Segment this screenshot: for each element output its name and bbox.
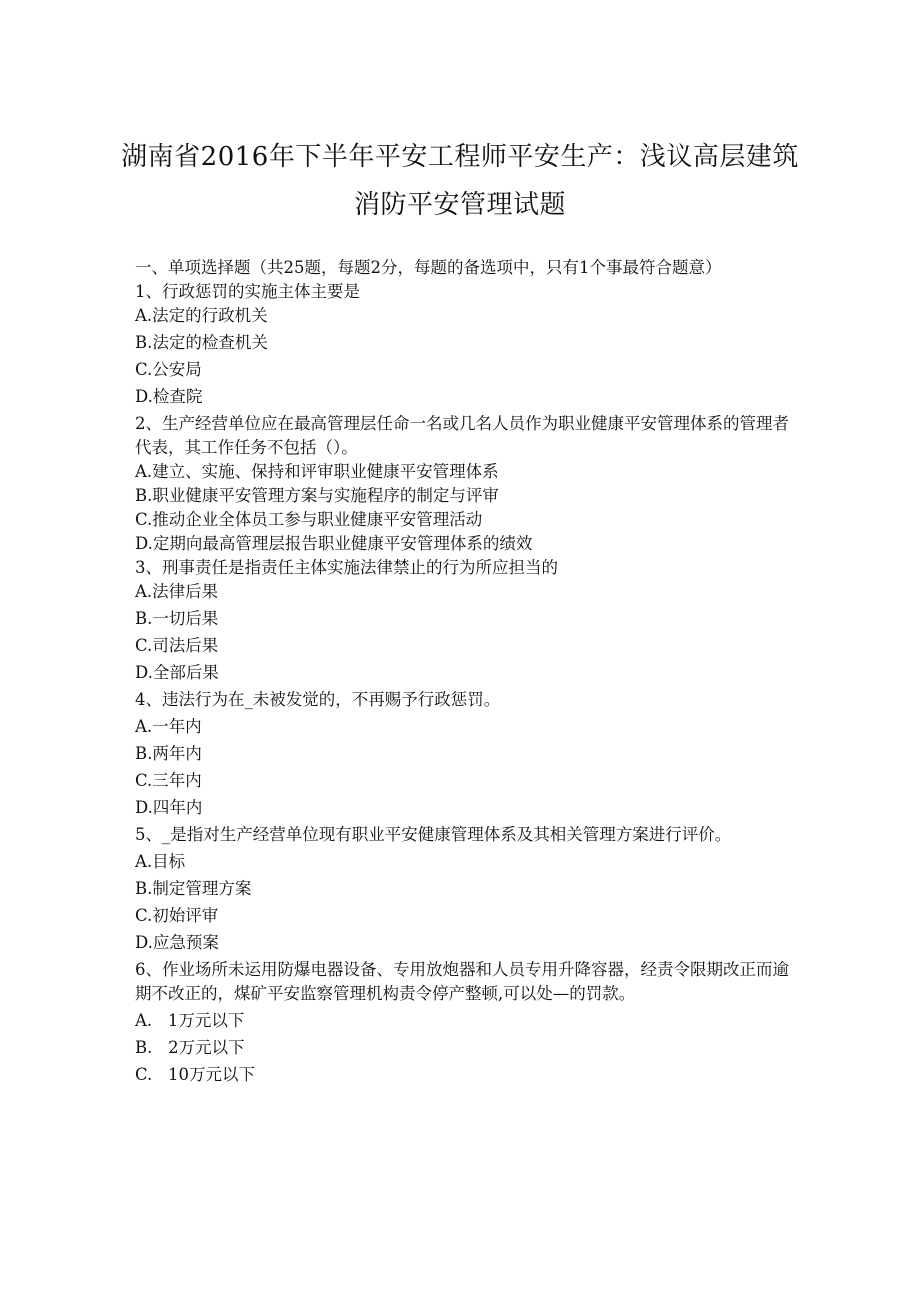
question-6-option-c: C. 10万元以下: [135, 1065, 256, 1084]
document-title-line-1: 湖南省2016年下半年平安工程师平安生产：浅议高层建筑: [121, 142, 799, 172]
question-3-option-c: C.司法后果: [135, 636, 219, 655]
question-3-option-a: A.法律后果: [135, 582, 219, 601]
section-heading: 一、单项选择题（共25题，每题2分，每题的备选项中，只有1个事最符合题意）: [135, 258, 722, 277]
question-2-option-d: D.定期向最高管理层报告职业健康平安管理体系的绩效: [135, 534, 533, 553]
question-2-option-b: B.职业健康平安管理方案与实施程序的制定与评审: [135, 486, 499, 505]
question-5-option-d: D.应急预案: [135, 933, 219, 952]
question-4-option-c: C.三年内: [135, 771, 202, 790]
question-2-option-a: A.建立、实施、保持和评审职业健康平安管理体系: [135, 462, 499, 481]
question-4-option-d: D.四年内: [135, 798, 203, 817]
question-1-option-b: B.法定的检查机关: [135, 333, 268, 352]
question-3-stem: 3、刑事责任是指责任主体实施法律禁止的行为所应担当的: [135, 558, 558, 577]
question-1-option-d: D.检查院: [135, 387, 203, 406]
document-title-line-2: 消防平安管理试题: [353, 190, 566, 220]
question-5-option-a: A.目标: [135, 852, 186, 871]
document-body: [135, 256, 795, 1087]
question-1-option-a: A.法定的行政机关: [135, 306, 268, 325]
question-6-option-b: B. 2万元以下: [135, 1038, 245, 1057]
question-6-option-a: A. 1万元以下: [135, 1011, 245, 1030]
question-1-stem: 1、行政惩罚的实施主体主要是: [135, 282, 360, 301]
question-5-option-c: C.初始评审: [135, 906, 219, 925]
question-1-option-c: C.公安局: [135, 360, 202, 379]
question-6-stem: 6、作业场所未运用防爆电器设备、专用放炮器和人员专用升降容器，经责令限期改正而逾期不改正的，煤矿平安监察管理机构责令停产整顿,可以处—的罚款。: [135, 960, 789, 1003]
question-4-option-b: B.两年内: [135, 744, 202, 763]
question-4-option-a: A.一年内: [135, 717, 202, 736]
question-5-option-b: B.制定管理方案: [135, 879, 252, 898]
question-2-option-c: C.推动企业全体员工参与职业健康平安管理活动: [135, 510, 483, 529]
question-4-stem: 4、违法行为在_未被发觉的，不再赐予行政惩罚。: [135, 690, 501, 709]
question-2-stem: 2、生产经营单位应在最高管理层任命一名或几名人员作为职业健康平安管理体系的管理者代表，其工作任务不包括（）。: [135, 414, 789, 457]
question-3-option-d: D.全部后果: [135, 663, 219, 682]
question-3-option-b: B.一切后果: [135, 609, 219, 628]
question-5-stem: 5、_是指对生产经营单位现有职业平安健康管理体系及其相关管理方案进行评价。: [135, 825, 732, 844]
